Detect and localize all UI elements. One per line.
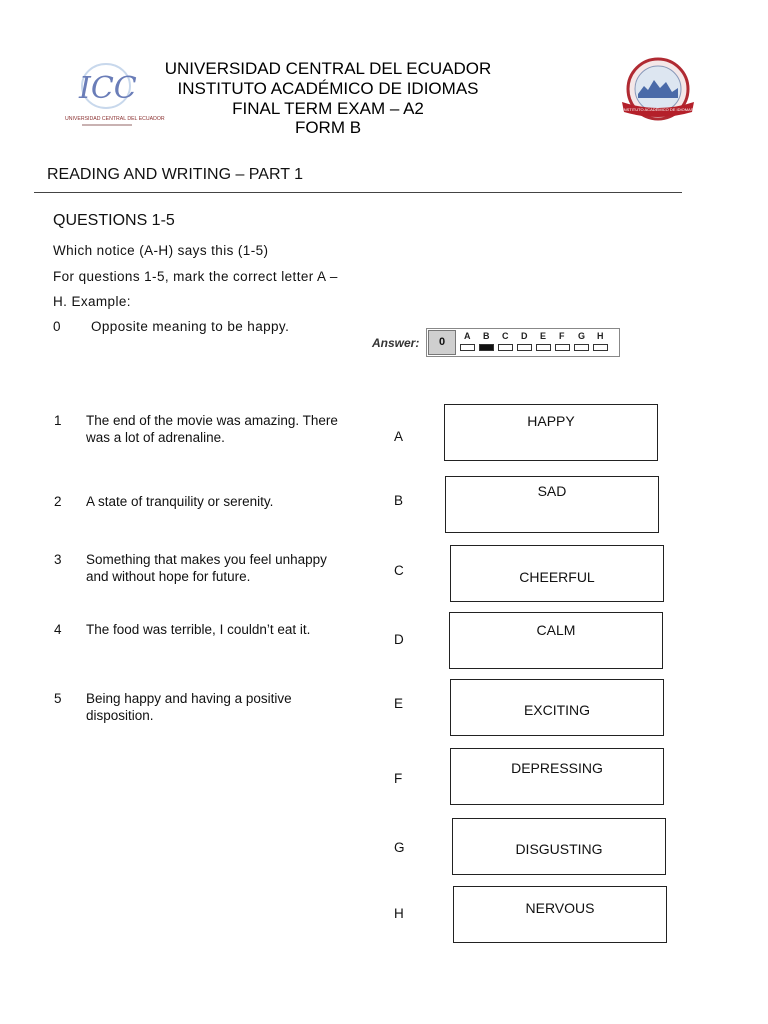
answer-bubble-c[interactable] <box>498 344 513 351</box>
answer-bubbles <box>460 331 618 355</box>
answer-bubble-g[interactable] <box>574 344 589 351</box>
instruction-line-1: Which notice (A-H) says this (1-5) <box>53 243 269 258</box>
answer-bubble-f[interactable] <box>555 344 570 351</box>
question-1-line-1: The end of the movie was amazing. There <box>86 413 338 428</box>
question-3-line-1: Something that makes you feel unhappy <box>86 552 327 567</box>
svg-text:UNIVERSIDAD CENTRAL DEL ECUADO: UNIVERSIDAD CENTRAL DEL ECUADOR <box>65 116 165 122</box>
answer-bubble-d[interactable] <box>517 344 532 351</box>
notice-box-b <box>445 476 659 533</box>
notice-word-h: NERVOUS <box>525 900 595 916</box>
svg-text:INSTITUTO ACADÉMICO DE IDIOMAS: INSTITUTO ACADÉMICO DE IDIOMAS <box>622 107 694 112</box>
notice-letter-e: E <box>394 696 404 711</box>
question-3-line-2: and without hope for future. <box>86 569 251 584</box>
notice-letter-a: A <box>394 429 404 444</box>
notice-word-f: DEPRESSING <box>511 760 603 776</box>
answer-number-cell <box>428 330 456 355</box>
notice-word-e: EXCITING <box>523 702 591 718</box>
notice-word-b: SAD <box>537 483 567 499</box>
notice-box-d <box>449 612 663 669</box>
question-5-line-2: disposition. <box>86 708 154 723</box>
exam-title: FINAL TERM EXAM – A2 <box>232 99 424 118</box>
question-4-number: 4 <box>54 622 62 637</box>
section-title: READING AND WRITING – PART 1 <box>47 166 304 183</box>
notice-box-h <box>453 886 667 943</box>
answer-option-label-b: B <box>483 331 490 341</box>
question-4-text <box>86 621 310 638</box>
example-number: 0 <box>53 319 61 334</box>
answer-option-label-g: G <box>578 331 586 341</box>
answer-option-label-f: F <box>559 331 565 341</box>
answer-sheet <box>426 328 620 357</box>
notice-word-c: CHEERFUL <box>519 569 595 585</box>
question-1-line-2: was a lot of adrenaline. <box>86 430 225 445</box>
svg-text:ICC: ICC <box>79 71 137 106</box>
notice-box-f <box>450 748 664 805</box>
answer-number: 0 <box>438 336 446 348</box>
notice-word-d: CALM <box>536 622 576 638</box>
questions-title: QUESTIONS 1-5 <box>53 212 175 229</box>
notice-letter-f: F <box>394 771 403 786</box>
notice-box-c <box>450 545 664 602</box>
question-3-number: 3 <box>54 552 62 567</box>
example-text: Opposite meaning to be happy. <box>91 319 290 334</box>
question-3-text <box>86 551 327 585</box>
notice-letter-b: B <box>394 493 404 508</box>
question-2-line-1: A state of tranquility or serenity. <box>86 494 274 509</box>
notice-word-a: HAPPY <box>527 413 575 429</box>
question-2-number: 2 <box>54 494 62 509</box>
question-5-line-1: Being happy and having a positive <box>86 691 292 706</box>
answer-bubble-h[interactable] <box>593 344 608 351</box>
instruction-line-3: H. Example: <box>53 294 131 309</box>
form-label: FORM B <box>294 118 362 137</box>
notice-letter-d: D <box>394 632 404 647</box>
notice-letter-c: C <box>394 563 404 578</box>
notice-box-e <box>450 679 664 736</box>
university-name: UNIVERSIDAD CENTRAL DEL ECUADOR <box>164 59 492 78</box>
answer-option-label-d: D <box>521 331 528 341</box>
instruction-line-2: For questions 1-5, mark the correct letter A – <box>53 269 338 284</box>
institute-name: INSTITUTO ACADÉMICO DE IDIOMAS <box>177 79 479 98</box>
question-2-text <box>86 493 273 510</box>
notice-word-g: DISGUSTING <box>515 841 603 857</box>
answer-bubble-a[interactable] <box>460 344 475 351</box>
answer-bubble-e[interactable] <box>536 344 551 351</box>
answer-option-label-a: A <box>464 331 471 341</box>
answer-example <box>370 327 622 359</box>
answer-label: Answer: <box>372 336 420 350</box>
institute-seal-mark <box>620 56 696 126</box>
answer-option-label-c: C <box>502 331 509 341</box>
question-4-line-1: The food was terrible, I couldn’t eat it. <box>86 622 311 637</box>
question-1-text <box>86 412 338 446</box>
question-5-number: 5 <box>54 691 62 706</box>
answer-option-label-h: H <box>597 331 604 341</box>
question-5-text <box>86 690 292 724</box>
notice-box-a <box>444 404 658 461</box>
notice-letter-g: G <box>394 840 405 855</box>
question-1-number: 1 <box>54 413 62 428</box>
answer-bubble-b[interactable] <box>479 344 494 351</box>
notice-box-g <box>452 818 666 875</box>
notice-letter-h: H <box>394 906 404 921</box>
institute-seal <box>620 56 696 126</box>
section-divider <box>34 192 682 193</box>
answer-option-label-e: E <box>540 331 547 341</box>
